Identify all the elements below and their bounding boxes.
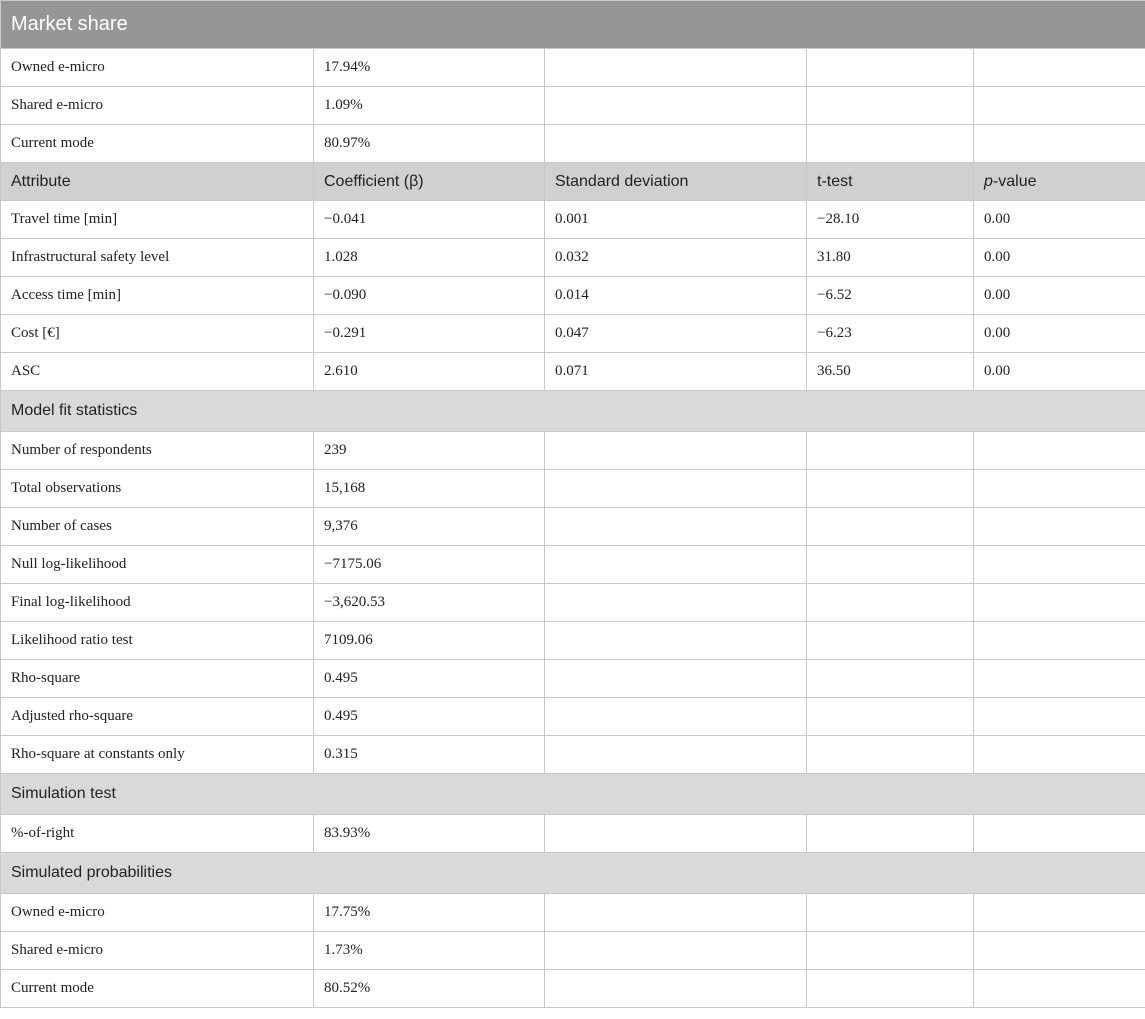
empty-cell — [807, 970, 974, 1008]
table-row — [1, 432, 1145, 470]
empty-cell — [545, 470, 807, 508]
row-value: 17.94% — [314, 49, 545, 87]
table-row — [1, 49, 1145, 87]
row-label: Number of cases — [1, 508, 314, 546]
empty-cell — [974, 660, 1145, 698]
empty-cell — [974, 470, 1145, 508]
attribute-coefficient: −0.291 — [314, 315, 545, 353]
table-row — [1, 277, 1145, 315]
empty-cell — [545, 932, 807, 970]
empty-cell — [974, 932, 1145, 970]
attribute-t: −6.23 — [807, 315, 974, 353]
empty-cell — [974, 736, 1145, 774]
row-label: %-of-right — [1, 815, 314, 853]
empty-cell — [974, 622, 1145, 660]
attribute-name: Cost [€] — [1, 315, 314, 353]
empty-cell — [974, 698, 1145, 736]
table-row — [1, 584, 1145, 622]
attribute-p: 0.00 — [974, 315, 1145, 353]
table-row — [1, 622, 1145, 660]
header-coefficient: Coefficient (β) — [314, 163, 545, 201]
row-label: Owned e-micro — [1, 49, 314, 87]
row-label: Rho-square at constants only — [1, 736, 314, 774]
row-value: 1.09% — [314, 87, 545, 125]
attribute-std: 0.032 — [545, 239, 807, 277]
row-value: 0.495 — [314, 660, 545, 698]
empty-cell — [545, 622, 807, 660]
empty-cell — [545, 698, 807, 736]
attribute-coefficient: 1.028 — [314, 239, 545, 277]
table-row — [1, 239, 1145, 277]
empty-cell — [545, 736, 807, 774]
market-share-header-row — [1, 1, 1145, 49]
table-row — [1, 315, 1145, 353]
table-row — [1, 508, 1145, 546]
attribute-name: Travel time [min] — [1, 201, 314, 239]
empty-cell — [545, 546, 807, 584]
row-value: 80.52% — [314, 970, 545, 1008]
table-row — [1, 815, 1145, 853]
row-label: Likelihood ratio test — [1, 622, 314, 660]
simulated-probabilities-header-row — [1, 853, 1145, 894]
attribute-coefficient: −0.041 — [314, 201, 545, 239]
row-label: Null log-likelihood — [1, 546, 314, 584]
table-row — [1, 970, 1145, 1008]
empty-cell — [545, 49, 807, 87]
row-value: 83.93% — [314, 815, 545, 853]
row-label: Shared e-micro — [1, 932, 314, 970]
attribute-std: 0.047 — [545, 315, 807, 353]
empty-cell — [545, 660, 807, 698]
empty-cell — [807, 470, 974, 508]
empty-cell — [807, 87, 974, 125]
table-row — [1, 201, 1145, 239]
attribute-std: 0.071 — [545, 353, 807, 391]
row-value: 17.75% — [314, 894, 545, 932]
attribute-t: −6.52 — [807, 277, 974, 315]
attribute-std: 0.014 — [545, 277, 807, 315]
row-label: Number of respondents — [1, 432, 314, 470]
attribute-name: Access time [min] — [1, 277, 314, 315]
empty-cell — [807, 894, 974, 932]
market-share-title: Market share — [1, 1, 1145, 49]
attribute-name: ASC — [1, 353, 314, 391]
empty-cell — [974, 508, 1145, 546]
row-label: Current mode — [1, 970, 314, 1008]
empty-cell — [974, 815, 1145, 853]
p-italic: p — [984, 172, 993, 190]
row-label: Final log-likelihood — [1, 584, 314, 622]
empty-cell — [545, 894, 807, 932]
empty-cell — [807, 508, 974, 546]
attribute-p: 0.00 — [974, 277, 1145, 315]
empty-cell — [807, 432, 974, 470]
empty-cell — [545, 815, 807, 853]
row-value: 80.97% — [314, 125, 545, 163]
empty-cell — [974, 970, 1145, 1008]
header-p-value — [974, 163, 1145, 201]
row-value: 15,168 — [314, 470, 545, 508]
table-row — [1, 87, 1145, 125]
attribute-p: 0.00 — [974, 353, 1145, 391]
attribute-header-row — [1, 163, 1145, 201]
empty-cell — [545, 125, 807, 163]
table-row — [1, 736, 1145, 774]
row-value: 1.73% — [314, 932, 545, 970]
model-fit-header-row — [1, 391, 1145, 432]
header-standard-deviation: Standard deviation — [545, 163, 807, 201]
attribute-t: −28.10 — [807, 201, 974, 239]
empty-cell — [807, 932, 974, 970]
empty-cell — [807, 546, 974, 584]
empty-cell — [807, 584, 974, 622]
empty-cell — [974, 49, 1145, 87]
empty-cell — [974, 432, 1145, 470]
attribute-p: 0.00 — [974, 239, 1145, 277]
row-value: 0.495 — [314, 698, 545, 736]
row-label: Adjusted rho-square — [1, 698, 314, 736]
model-fit-title: Model fit statistics — [1, 391, 1145, 432]
row-value: 239 — [314, 432, 545, 470]
table-row — [1, 660, 1145, 698]
simulated-probabilities-title: Simulated probabilities — [1, 853, 1145, 894]
empty-cell — [974, 894, 1145, 932]
attribute-name: Infrastructural safety level — [1, 239, 314, 277]
simulation-test-title: Simulation test — [1, 774, 1145, 815]
row-label: Current mode — [1, 125, 314, 163]
row-value: −3,620.53 — [314, 584, 545, 622]
attribute-coefficient: −0.090 — [314, 277, 545, 315]
p-suffix: -value — [992, 172, 1037, 190]
header-t-test: t-test — [807, 163, 974, 201]
attribute-t: 31.80 — [807, 239, 974, 277]
table-row — [1, 353, 1145, 391]
empty-cell — [807, 815, 974, 853]
empty-cell — [807, 660, 974, 698]
attribute-coefficient: 2.610 — [314, 353, 545, 391]
row-label: Total observations — [1, 470, 314, 508]
row-value: 9,376 — [314, 508, 545, 546]
row-value: −7175.06 — [314, 546, 545, 584]
empty-cell — [807, 698, 974, 736]
empty-cell — [974, 546, 1145, 584]
empty-cell — [545, 87, 807, 125]
row-value: 0.315 — [314, 736, 545, 774]
table-row — [1, 932, 1145, 970]
empty-cell — [807, 49, 974, 87]
empty-cell — [545, 584, 807, 622]
row-label: Rho-square — [1, 660, 314, 698]
table-row — [1, 894, 1145, 932]
empty-cell — [807, 125, 974, 163]
row-label: Owned e-micro — [1, 894, 314, 932]
empty-cell — [545, 970, 807, 1008]
table-row — [1, 546, 1145, 584]
table-row — [1, 470, 1145, 508]
attribute-t: 36.50 — [807, 353, 974, 391]
attribute-std: 0.001 — [545, 201, 807, 239]
empty-cell — [807, 622, 974, 660]
empty-cell — [974, 584, 1145, 622]
row-label: Shared e-micro — [1, 87, 314, 125]
header-attribute: Attribute — [1, 163, 314, 201]
empty-cell — [974, 125, 1145, 163]
empty-cell — [545, 432, 807, 470]
empty-cell — [545, 508, 807, 546]
row-value: 7109.06 — [314, 622, 545, 660]
simulation-test-header-row — [1, 774, 1145, 815]
empty-cell — [807, 736, 974, 774]
attribute-p: 0.00 — [974, 201, 1145, 239]
empty-cell — [974, 87, 1145, 125]
table-row — [1, 698, 1145, 736]
table-row — [1, 125, 1145, 163]
